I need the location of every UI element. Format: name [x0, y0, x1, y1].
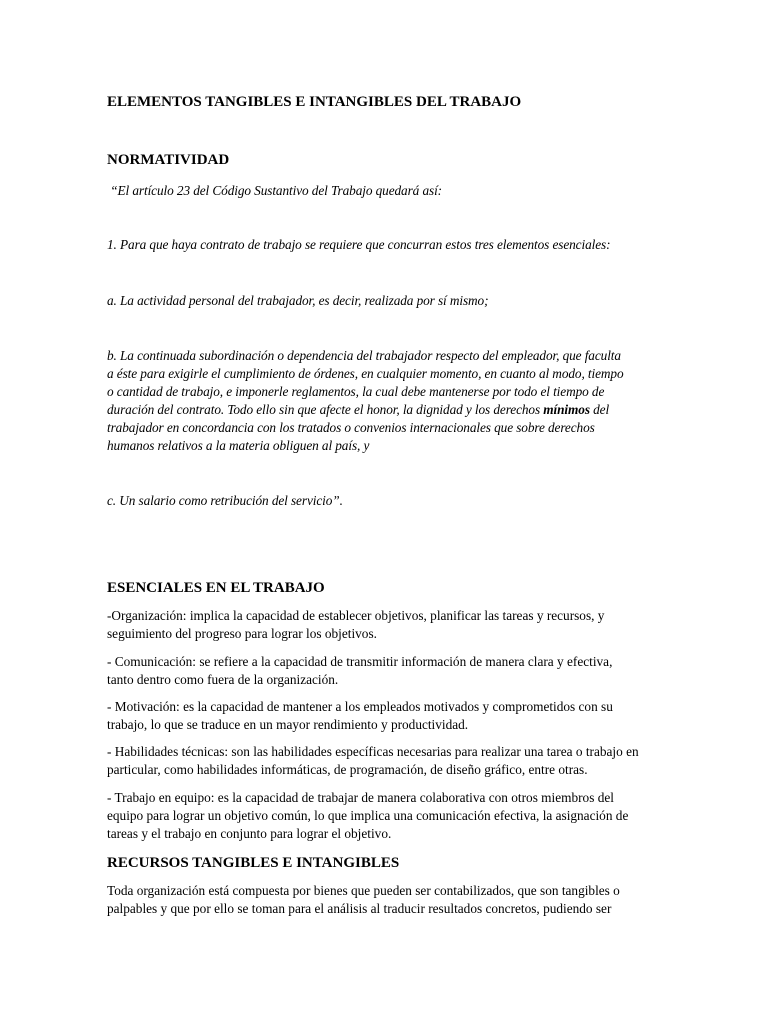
legal-item-a: a. La actividad personal del trabajador, es decir, realizada por sí mismo;	[107, 293, 489, 308]
paragraph-line: seguimiento del progreso para lograr los objetivos.	[107, 626, 377, 641]
paragraph-line: - Trabajo en equipo: es la capacidad de trabajar de manera colaborativa con otros miembros del	[107, 790, 614, 805]
paragraph-line: - Comunicación: se refiere a la capacidad de transmitir información de manera clara y efectiva,	[107, 654, 613, 669]
esencial-item-organizacion	[107, 607, 667, 643]
legal-item-1: 1. Para que haya contrato de trabajo se requiere que concurran estos tres elementos esenciales:	[107, 237, 611, 252]
paragraph-line: trabajo, lo que se traduce en un mayor rendimiento y productividad.	[107, 717, 469, 732]
legal-item-b-text: del	[589, 402, 610, 417]
recursos-paragraph	[107, 882, 667, 918]
esencial-item-comunicacion	[107, 653, 667, 689]
document-title: ELEMENTOS TANGIBLES E INTANGIBLES DEL TRABAJO	[107, 94, 522, 110]
legal-item-b-line: trabajador en concordancia con los tratados o convenios internacionales que sobre derechos	[107, 420, 595, 435]
esencial-item-habilidades	[107, 743, 667, 779]
esencial-item-trabajo-equipo	[107, 789, 667, 843]
section-heading-normatividad: NORMATIVIDAD	[107, 152, 230, 168]
legal-item-c: c. Un salario como retribución del servicio”.	[107, 493, 343, 508]
paragraph-line: Toda organización está compuesta por bienes que pueden ser contabilizados, que son tangibles o	[107, 883, 620, 898]
paragraph-line: particular, como habilidades informáticas, de programación, de diseño gráfico, entre otras.	[107, 762, 588, 777]
quote-intro: “El artículo 23 del Código Sustantivo del Trabajo quedará así:	[107, 183, 442, 198]
legal-item-b-text: duración del contrato. Todo ello sin que afecte el honor, la dignidad y los derechos	[107, 402, 544, 417]
section-heading-esenciales: ESENCIALES EN EL TRABAJO	[107, 580, 325, 596]
legal-item-b-line: b. La continuada subordinación o dependencia del trabajador respecto del empleador, que faculta	[107, 348, 621, 363]
emphasis-minimos: mínimos	[543, 402, 590, 417]
legal-item-b-line: humanos relativos a la materia obliguen al país, y	[107, 438, 370, 453]
legal-item-b-line: o cantidad de trabajo, e imponerle reglamentos, la cual debe mantenerse por todo el tiempo de	[107, 384, 605, 399]
legal-item-b-line: a éste para exigirle el cumplimiento de órdenes, en cualquier momento, en cuanto al modo, tiempo	[107, 366, 624, 381]
paragraph-line: - Motivación: es la capacidad de mantener a los empleados motivados y comprometidos con su	[107, 699, 613, 714]
section-heading-recursos: RECURSOS TANGIBLES E INTANGIBLES	[107, 855, 400, 871]
esencial-item-motivacion	[107, 698, 667, 734]
paragraph-line: palpables y que por ello se toman para el análisis al traducir resultados concretos, pudiendo ser	[107, 901, 612, 916]
paragraph-line: -Organización: implica la capacidad de establecer objetivos, planificar las tareas y recursos, y	[107, 608, 605, 623]
legal-item-b	[107, 347, 667, 455]
paragraph-line: equipo para lograr un objetivo común, lo que implica una comunicación efectiva, la asignación de	[107, 808, 629, 823]
paragraph-line: tareas y el trabajo en conjunto para lograr el objetivo.	[107, 826, 392, 841]
legal-item-b-line	[107, 401, 667, 419]
paragraph-line: tanto dentro como fuera de la organización.	[107, 672, 339, 687]
paragraph-line: - Habilidades técnicas: son las habilidades específicas necesarias para realizar una tarea o trabajo en	[107, 744, 639, 759]
